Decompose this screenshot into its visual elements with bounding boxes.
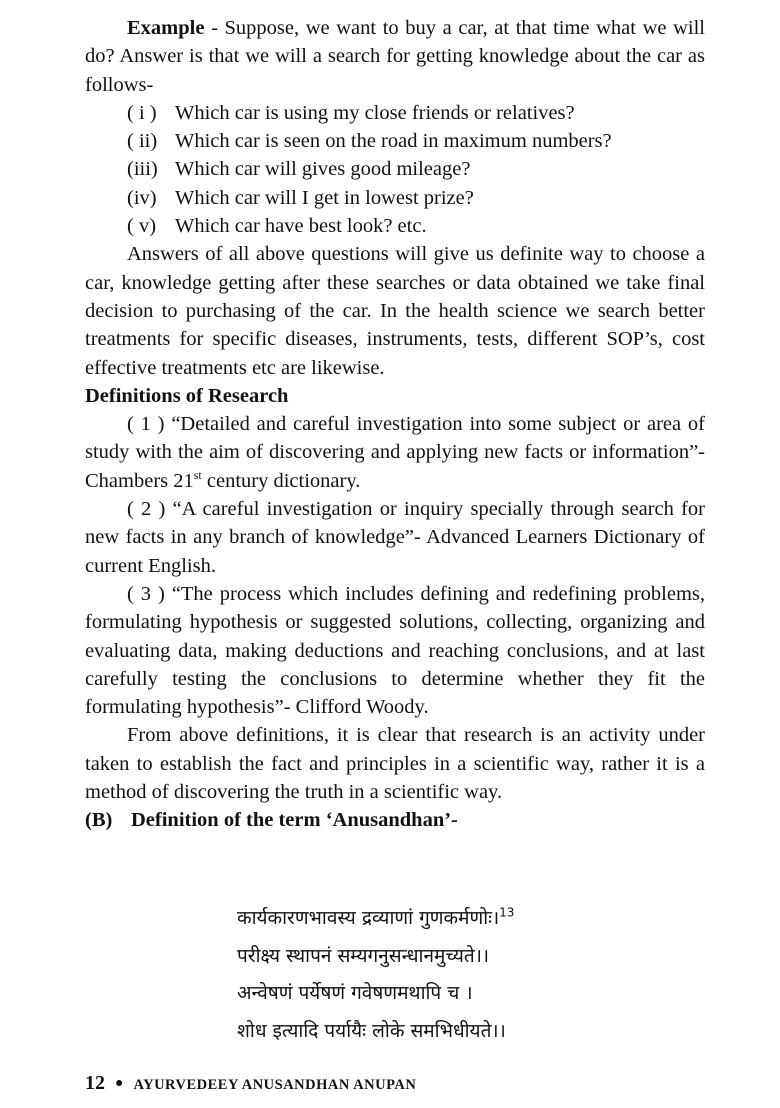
definitions-heading: Definitions of Research — [85, 384, 289, 407]
list-item — [85, 184, 705, 212]
verse-line: शोध इत्यादि पर्यायैः लोके समभिधीयते।। — [237, 1019, 506, 1042]
page-footer — [85, 1072, 416, 1095]
section-b-label: (B) — [85, 809, 113, 832]
question-text: Which car will gives good mileage? — [175, 158, 471, 181]
question-text: Which car is seen on the road in maximum numbers? — [175, 130, 612, 153]
question-number: ( v) — [127, 215, 157, 238]
definition-number: ( 1 ) — [127, 413, 165, 436]
question-number: ( ii) — [127, 130, 158, 153]
book-title: AYURVEDEEY ANUSANDHAN ANUPAN — [133, 1077, 417, 1093]
body-text — [85, 14, 705, 835]
definition-text-end: century dictionary. — [201, 469, 361, 492]
example-paragraph — [85, 14, 705, 99]
example-intro: - Suppose, we want to buy a car, at that time what we will do? Answer is that we will a search for getting knowledge about the car as follows- — [85, 17, 705, 96]
list-item — [85, 127, 705, 155]
definition-number: ( 2 ) — [127, 498, 166, 521]
question-number: (iii) — [127, 158, 158, 181]
example-label: Example — [127, 17, 205, 39]
definition-text: “The process which includes defining and redefining problems, formulating hypothesis or suggested solutions, collecting, organizing and evaluating data, making deductions and reaching conclusions, and at last carefully testing the conclusions to determine whether they fit the formulating hypothesis”- Clifford Woody. — [85, 582, 705, 719]
question-list — [85, 99, 705, 240]
verse-line: कार्यकारणभावस्य द्रव्याणां गुणकर्मणोः।$^{13}$ — [237, 905, 515, 929]
question-text: Which car will I get in lowest prize? — [175, 186, 474, 209]
sanskrit-verse — [237, 900, 514, 1050]
definition-text: “Detailed and careful investigation into some subject or area of study with the aim of discovering and applying new facts or information”- Chambers 21 — [85, 413, 705, 492]
verse-line: अन्वेषणं पर्येषणं गवेषणमथापि च । — [237, 982, 473, 1004]
question-text: Which car is using my close friends or relatives? — [175, 101, 575, 124]
list-item — [85, 155, 705, 183]
definition-number: ( 3 ) — [127, 582, 165, 605]
footnote-ref: 13 — [499, 905, 515, 920]
page-number: 12 — [85, 1072, 105, 1094]
question-text: Which car have best look? etc. — [175, 215, 427, 238]
section-b-title: Definition of the term ‘Anusandhan’- — [131, 809, 458, 832]
list-item — [85, 212, 705, 240]
ordinal-suffix: st — [193, 467, 202, 482]
definition-item — [85, 580, 705, 721]
verse-line: परीक्ष्य स्थापनं सम्यगनुसन्धानमुच्यते।। — [237, 944, 490, 967]
section-b-heading — [85, 806, 705, 834]
answers-paragraph: Answers of all above questions will give us definite way to choose a car, knowledge getting after these searches or data obtained we take final decision to purchasing of the car. In the health science we search better treatments for specific diseases, instruments, tests, different SOP’s, cost effective treatments etc are likewise. — [85, 243, 705, 379]
list-item — [85, 99, 705, 127]
bullet-icon: ● — [115, 1076, 124, 1091]
definition-item — [85, 410, 705, 495]
question-number: ( i ) — [127, 101, 157, 124]
question-number: (iv) — [127, 186, 157, 209]
definition-item — [85, 495, 705, 580]
definition-text: “A careful investigation or inquiry specially through search for new facts in any branch of knowledge”- Advanced Learners Dictionary of current English. — [85, 498, 705, 577]
conclusion-paragraph: From above definitions, it is clear that research is an activity under taken to establish the fact and principles in a scientific way, rather it is a method of discovering the truth in a scientific way. — [85, 724, 705, 804]
